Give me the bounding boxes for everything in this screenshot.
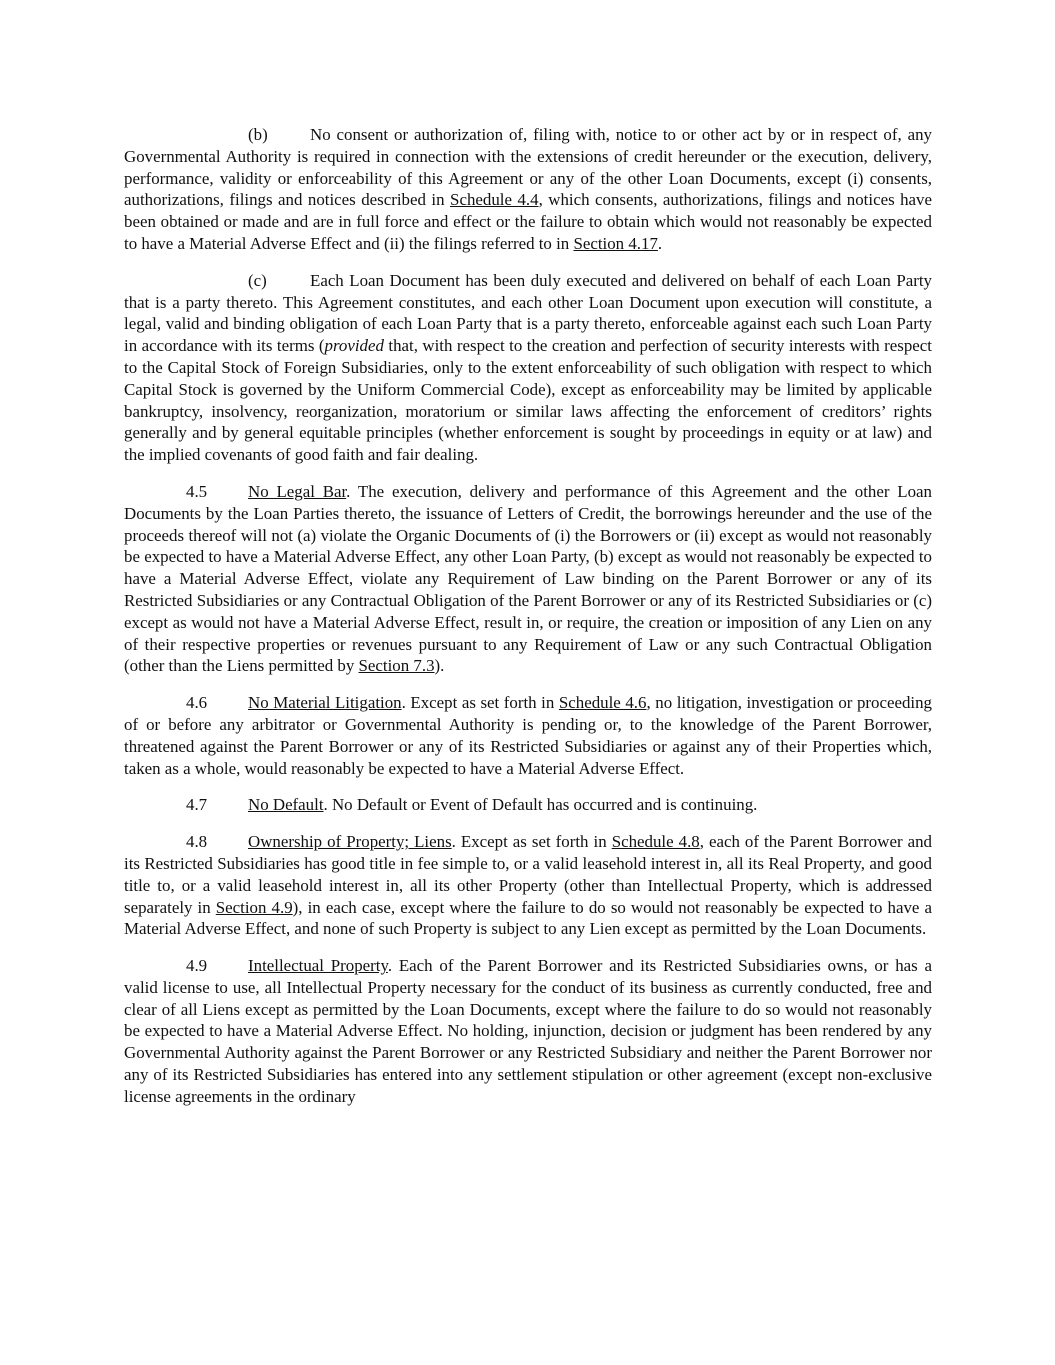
section-number: 4.7 bbox=[186, 795, 208, 815]
italic-term: provided bbox=[324, 336, 384, 356]
schedule-reference: Schedule 4.6 bbox=[558, 693, 647, 713]
paragraph-text: . bbox=[657, 233, 663, 253]
paragraph-label: (c) bbox=[248, 270, 267, 290]
paragraph-label: (b) bbox=[248, 125, 268, 144]
section-text: . No Default or Event of Default has occurred and is continuing. bbox=[323, 795, 758, 815]
section-number: 4.8 bbox=[186, 832, 208, 852]
section-text: . Except as set forth in bbox=[451, 832, 612, 852]
section-reference: Section 7.3 bbox=[358, 656, 435, 676]
section-heading: No Legal Bar bbox=[248, 481, 347, 501]
section-heading: No Default bbox=[248, 795, 324, 815]
section-4-9 bbox=[124, 955, 932, 1108]
schedule-reference: Schedule 4.4 bbox=[450, 190, 539, 210]
paragraph-text: , which consents, authorizations, filings and notices have been obtained or made and are in full force and effect or the failure to obtain which would not reasonably be expected to have a Material Adverse Effect and (ii) the filings referred to in bbox=[124, 190, 933, 253]
section-heading: Intellectual Property bbox=[248, 956, 388, 976]
section-number: 4.5 bbox=[186, 481, 208, 501]
section-text: . The execution, delivery and performance of this Agreement and the other Loan Documents by the Loan Parties thereto, the issuance of Letters of Credit, the borrowings hereunder and the use of the proceeds thereof will not (a) violate the Organic Documents of (i) the Borrowers or (ii) except as would not reasonably be expected to have a Material Adverse Effect, any other Loan Party, (b) except as would not reasonably be expected to have a Material Adverse Effect, violate any Requirement of Law binding on the Parent Borrower or any of its Restricted Subsidiaries or any Contractual Obligation of the Parent Borrower or any of its Restricted Subsidiaries or (c) except as would not have a Material Adverse Effect, result in, or require, the creation or imposition of any Lien on any of their respective properties or revenues pursuant to any Requirement of Law or any such Contractual Obligation (other than the Liens permitted by bbox=[124, 481, 932, 676]
section-4-7 bbox=[124, 794, 932, 816]
paragraph-text: Each Loan Document has been duly executed and delivered on behalf of each Loan Party that is a party thereto. This Agreement constitutes, and each other Loan Document upon execution will constitute, a legal, valid and binding obligation of each Loan Party that is a party thereto, enforceable against each such Loan Party in accordance with its terms ( bbox=[124, 270, 932, 356]
section-text: . Each of the Parent Borrower and its Restricted Subsidiaries owns, or has a valid license to use, all Intellectual Property necessary for the conduct of its business as currently conducted, free and clear of all Liens except as permitted by the Loan Documents, except where the failure to do so would not reasonably be expected to have a Material Adverse Effect. No holding, injunction, decision or judgment has been rendered by any Governmental Authority against the Parent Borrower or any Restricted Subsidiary and neither the Parent Borrower nor any of its Restricted Subsidiaries has entered into any settlement stipulation or other agreement (except non-exclusive license agreements in the ordinary bbox=[124, 956, 932, 1106]
section-heading: No Material Litigation bbox=[248, 693, 402, 713]
paragraph-c bbox=[124, 270, 932, 466]
paragraph-text: that, with respect to the creation and perfection of security interests with respect to the Capital Stock of Foreign Subsidiaries, only to the extent enforceability of such obligation with respect to which Capital Stock is governed by the Uniform Commercial Code), except as enforceability may be limited by applicable bankruptcy, insolvency, reorganization, moratorium or similar laws affecting the enforcement of creditors’ rights generally and by general equitable principles (whether enforcement is sought by proceedings in equity or at law) and the implied covenants of good faith and fair dealing. bbox=[124, 336, 932, 465]
section-4-8 bbox=[124, 831, 932, 940]
section-text: ), in each case, except where the failure to do so would not reasonably be expected to have a Material Adverse Effect, and none of such Property is subject to any Lien except as permitted by the Loan Documents. bbox=[124, 897, 933, 939]
section-4-5 bbox=[124, 481, 932, 677]
section-text: ). bbox=[434, 656, 445, 676]
paragraph-b bbox=[124, 124, 932, 255]
section-text: , no litigation, investigation or proceeding of or before any arbitrator or Governmental Authority is pending or, to the knowledge of the Parent Borrower, threatened against the Parent Borrower or any of its Restricted Subsidiaries or against any of their Properties which, taken as a whole, would reasonably be expected to have a Material Adverse Effect. bbox=[124, 693, 932, 778]
section-text: . Except as set forth in bbox=[401, 693, 559, 713]
section-number: 4.9 bbox=[186, 956, 208, 976]
document-page bbox=[124, 124, 932, 1123]
section-heading: Ownership of Property; Liens bbox=[248, 832, 452, 852]
section-text: , each of the Parent Borrower and its Restricted Subsidiaries has good title in fee simple to, or a valid leasehold interest in, all its Real Property, and good title to, or a valid leasehold interest in, all its other Property (other than Intellectual Property, which is addressed separately in bbox=[124, 832, 932, 917]
section-reference: Section 4.17 bbox=[573, 233, 658, 253]
section-number: 4.6 bbox=[186, 693, 208, 713]
schedule-reference: Schedule 4.8 bbox=[611, 832, 700, 852]
section-reference: Section 4.9 bbox=[215, 897, 293, 917]
paragraph-text: No consent or authorization of, filing with, notice to or other act by or in respect of, any Governmental Authority is required in connection with the extensions of credit hereunder or the execution, delivery, performance, validity or enforceability of this Agreement or any of the other Loan Documents, except (i) consents, authorizations, filings and notices described in bbox=[124, 125, 932, 210]
section-4-6 bbox=[124, 692, 932, 779]
